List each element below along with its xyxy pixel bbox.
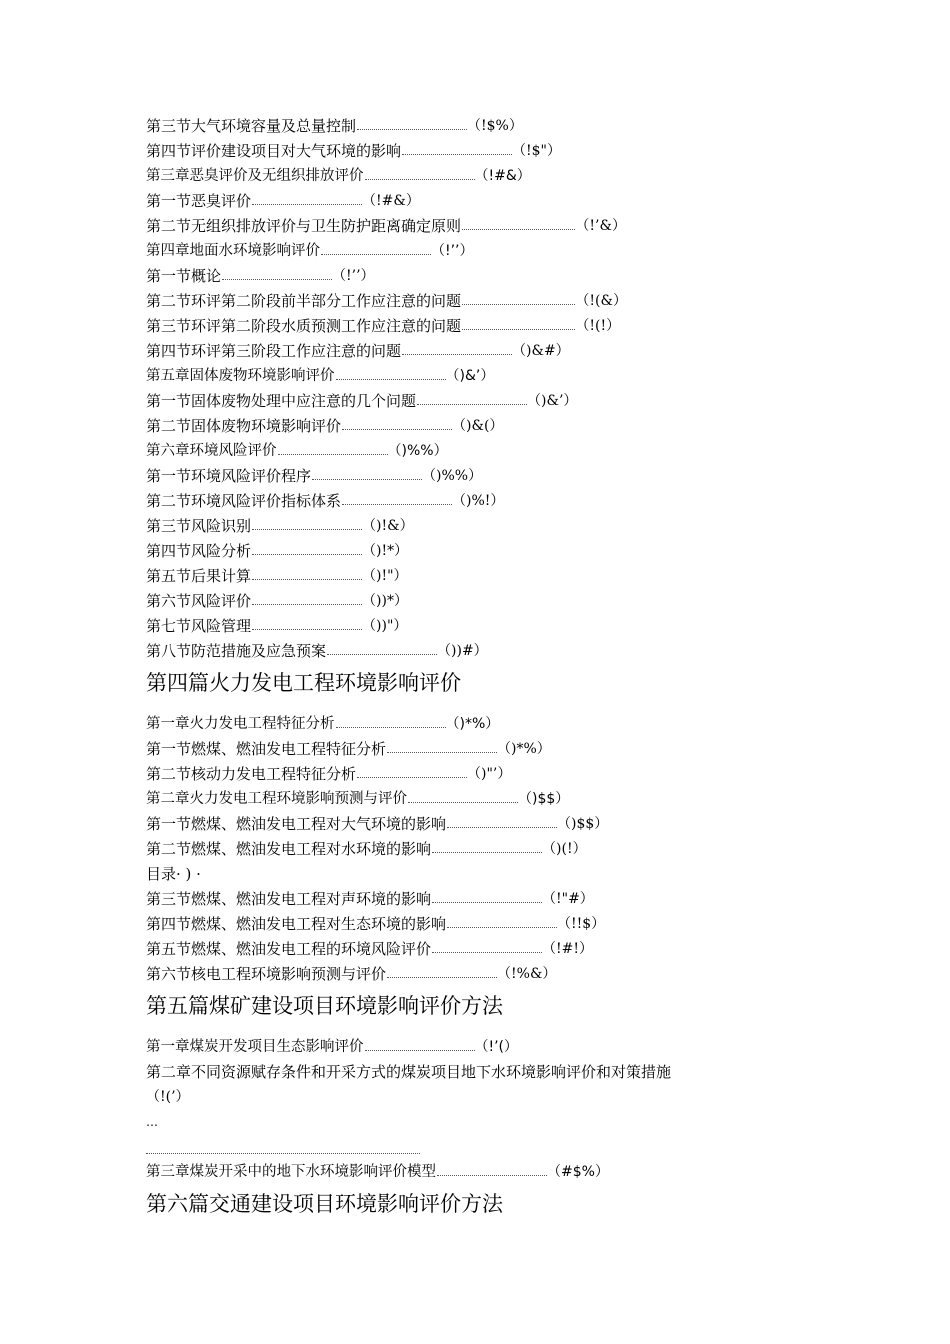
- toc-chapter-entry[interactable]: [146, 439, 766, 464]
- toc-page-number: （))"）: [362, 618, 408, 634]
- toc-section-entry[interactable]: [146, 189, 766, 214]
- toc-section-entry[interactable]: [146, 414, 766, 439]
- toc-section-entry[interactable]: [146, 589, 766, 614]
- toc-page-number: （!#&）: [362, 193, 420, 209]
- toc-entry-title: 第二节无组织排放评价与卫生防护距离确定原则: [146, 217, 462, 235]
- dot-leader: [278, 454, 388, 455]
- toc-page-number: （!(’）: [146, 1089, 190, 1105]
- ellipsis-text: …: [146, 1115, 158, 1129]
- toc-page-number: （!’’）: [431, 243, 474, 259]
- toc-page-number: （)%%）: [422, 468, 483, 484]
- toc-page-number: （)$$）: [518, 791, 570, 807]
- dot-leader: [447, 827, 557, 828]
- toc-entry-title: 第一章火力发电工程特征分析: [146, 716, 335, 732]
- toc-page-number: （!#&）: [474, 168, 531, 184]
- toc-section-entry[interactable]: [146, 812, 766, 837]
- toc-entry-title: 第五章固体废物环境影响评价: [146, 368, 335, 384]
- toc-section-entry[interactable]: [146, 539, 766, 564]
- toc-entry-title: 第二节燃煤、燃油发电工程对水环境的影响: [146, 840, 432, 858]
- dot-leader: [342, 429, 452, 430]
- toc-page-number: （)*%）: [497, 741, 551, 757]
- dot-leader: [365, 179, 475, 180]
- toc-page-number: （!’’）: [332, 268, 375, 284]
- toc-page-number: （!#!）: [542, 941, 593, 957]
- toc-entry-title: 第四章地面水环境影响评价: [146, 243, 320, 259]
- toc-page-number: （)"’）: [467, 766, 512, 782]
- dot-leader: [387, 752, 497, 753]
- toc-section-entry[interactable]: [146, 614, 766, 639]
- toc-entry-title: 第三节大气环境容量及总量控制: [146, 117, 357, 135]
- dot-leader: [252, 204, 362, 205]
- toc-page-number: （)&#）: [512, 343, 570, 359]
- toc-section-entry[interactable]: [146, 289, 766, 314]
- toc-entry-title: 第四节环评第三阶段工作应注意的问题: [146, 342, 402, 360]
- dot-leader: [432, 952, 542, 953]
- toc-page-number: （!$%）: [467, 118, 523, 134]
- toc-section-entry[interactable]: [146, 139, 766, 164]
- dot-leader: [462, 329, 575, 330]
- toc-page-number: （)&’）: [445, 368, 495, 384]
- dot-leader: [365, 1050, 475, 1051]
- toc-entry-title: 第三章煤炭开采中的地下水环境影响评价模型: [146, 1164, 436, 1180]
- toc-section-entry[interactable]: [146, 564, 766, 589]
- toc-chapter-title[interactable]: 第二章不同资源赋存条件和开采方式的煤炭项目地下水环境影响评价和对策措施: [146, 1063, 672, 1081]
- toc-entry-title: 第一节燃煤、燃油发电工程对大气环境的影响: [146, 815, 447, 833]
- toc-chapter-entry[interactable]: [146, 1035, 766, 1060]
- toc-page-number: （)%%）: [387, 443, 448, 459]
- toc-entry-title: 第一节概论: [146, 267, 222, 285]
- toc-section-entry[interactable]: [146, 314, 766, 339]
- dot-leader: [432, 852, 542, 853]
- toc-entry-title: 第六节风险评价: [146, 592, 252, 610]
- toc-entry-title: 第一节恶臭评价: [146, 192, 252, 210]
- toc-section-entry[interactable]: [146, 937, 766, 962]
- part-heading: 第四篇火力发电工程环境影响评价: [146, 671, 461, 695]
- dot-leader: [357, 129, 467, 130]
- toc-page-number: （!’(）: [474, 1039, 519, 1055]
- toc-page-number: （))#）: [437, 643, 488, 659]
- dot-leader: [462, 229, 575, 230]
- toc-section-entry[interactable]: [146, 639, 766, 664]
- toc-section-entry[interactable]: [146, 514, 766, 539]
- toc-entry-title: 第八节防范措施及应急预案: [146, 642, 327, 660]
- dot-leader: [387, 977, 497, 978]
- toc-entry-title: 第三节环评第二阶段水质预测工作应注意的问题: [146, 317, 462, 335]
- toc-page-number: （!$"）: [512, 143, 561, 159]
- dot-leader: [252, 579, 362, 580]
- toc-page-number: （))*）: [362, 593, 408, 609]
- toc-chapter-entry[interactable]: [146, 164, 766, 189]
- toc-page-number: （)(!）: [542, 841, 587, 857]
- toc-page-number: （)!*）: [362, 543, 409, 559]
- toc-entry-title: 第七节风险管理: [146, 617, 252, 635]
- page-running-header: 目录· ) ·: [146, 865, 201, 883]
- toc-entry-title: 第一节固体废物处理中应注意的几个问题: [146, 392, 417, 410]
- dot-leader: [417, 404, 527, 405]
- dotted-rule: [146, 1140, 766, 1160]
- dot-leader: [462, 304, 575, 305]
- toc-page-number: （!%&）: [497, 966, 557, 982]
- toc-entry-title: 第四节风险分析: [146, 542, 252, 560]
- dot-leader: [252, 629, 362, 630]
- part-heading: 第五篇煤矿建设项目环境影响评价方法: [146, 994, 503, 1018]
- toc-chapter-entry[interactable]: [146, 364, 766, 389]
- dot-leader: [432, 902, 542, 903]
- toc-entry-title: 第二节核动力发电工程特征分析: [146, 765, 357, 783]
- toc-page-number: （!(!）: [575, 318, 621, 334]
- toc-entry-title: 第四节燃煤、燃油发电工程对生态环境的影响: [146, 915, 447, 933]
- toc-page-number: （!(&）: [575, 293, 627, 309]
- toc-page-number: （)!"）: [362, 568, 408, 584]
- dot-leader: [312, 479, 422, 480]
- toc-chapter-entry[interactable]: [146, 787, 766, 812]
- toc-entry-title: 第一章煤炭开发项目生态影响评价: [146, 1039, 364, 1055]
- toc-entry-title: 第六节核电工程环境影响预测与评价: [146, 965, 387, 983]
- dot-leader: [252, 554, 362, 555]
- toc-chapter-entry[interactable]: [146, 239, 766, 264]
- toc-section-entry[interactable]: [146, 389, 766, 414]
- toc-section-entry[interactable]: [146, 489, 766, 514]
- toc-section-entry[interactable]: [146, 339, 766, 364]
- dot-leader: [222, 279, 332, 280]
- dot-leader: [336, 379, 446, 380]
- toc-entry-title: 第五节燃煤、燃油发电工程的环境风险评价: [146, 940, 432, 958]
- toc-page-number: （)&(）: [452, 418, 504, 434]
- dot-leader: [437, 1175, 547, 1176]
- dot-leader: [336, 727, 446, 728]
- toc-section-entry[interactable]: [146, 837, 766, 862]
- toc-page-number: （#$%）: [547, 1164, 609, 1180]
- toc-entry-title: 第三章恶臭评价及无组织排放评价: [146, 168, 364, 184]
- toc-section-entry[interactable]: [146, 887, 766, 912]
- dot-leader: [402, 354, 512, 355]
- toc-page-number: （!’&）: [575, 218, 626, 234]
- toc-page-number: （)*%）: [445, 716, 500, 732]
- dot-leader: [357, 777, 467, 778]
- dot-leader: [447, 927, 557, 928]
- toc-page-number: （)%!）: [452, 493, 505, 509]
- toc-page-number: （)$$）: [557, 816, 609, 832]
- toc-entry-title: 第四节评价建设项目对大气环境的影响: [146, 142, 402, 160]
- toc-entry-title: 第二节环境风险评价指标体系: [146, 492, 342, 510]
- toc-page-number: （)!&）: [362, 518, 414, 534]
- toc-entry-title: 第三节风险识别: [146, 517, 252, 535]
- dot-leader: [342, 504, 452, 505]
- part-heading: 第六篇交通建设项目环境影响评价方法: [146, 1192, 503, 1216]
- toc-entry-title: 第二节环评第二阶段前半部分工作应注意的问题: [146, 292, 462, 310]
- toc-chapter-entry[interactable]: [146, 1160, 766, 1185]
- toc-entry-title: 第三节燃煤、燃油发电工程对声环境的影响: [146, 890, 432, 908]
- toc-section-entry[interactable]: [146, 114, 766, 139]
- dot-leader: [327, 654, 437, 655]
- toc-section-entry[interactable]: [146, 464, 766, 489]
- dot-leader: [402, 154, 512, 155]
- toc-entry-title: 第二节固体废物环境影响评价: [146, 417, 342, 435]
- toc-section-entry[interactable]: [146, 762, 766, 787]
- toc-page-number: （!"#）: [542, 891, 594, 907]
- dot-leader: [321, 254, 431, 255]
- dot-leader: [408, 802, 518, 803]
- toc-page-number: （!!$）: [557, 916, 606, 932]
- table-of-contents: [146, 114, 766, 1233]
- toc-section-entry[interactable]: [146, 737, 766, 762]
- toc-entry-title: 第二章火力发电工程环境影响预测与评价: [146, 791, 407, 807]
- toc-entry-title: 第五节后果计算: [146, 567, 252, 585]
- toc-section-entry[interactable]: [146, 962, 766, 987]
- toc-section-entry[interactable]: [146, 912, 766, 937]
- dot-leader: [252, 604, 362, 605]
- toc-section-entry[interactable]: [146, 264, 766, 289]
- toc-page-number: （)&’）: [527, 393, 578, 409]
- toc-section-entry[interactable]: [146, 214, 766, 239]
- toc-entry-title: 第一节环境风险评价程序: [146, 467, 312, 485]
- toc-entry-title: 第六章环境风险评价: [146, 443, 277, 459]
- dot-leader: [252, 529, 362, 530]
- toc-entry-title: 第一节燃煤、燃油发电工程特征分析: [146, 740, 387, 758]
- toc-chapter-entry[interactable]: [146, 712, 766, 737]
